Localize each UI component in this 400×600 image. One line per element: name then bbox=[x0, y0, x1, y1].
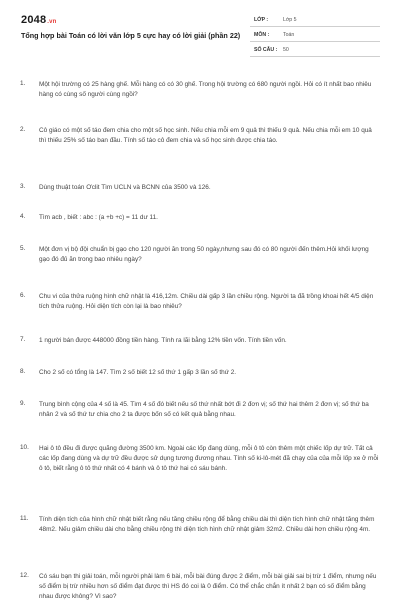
question-number: 12. bbox=[20, 572, 29, 579]
question-number: 11. bbox=[20, 515, 29, 522]
question-number: 8. bbox=[20, 368, 26, 375]
question-text: Hai ô tô đều đi được quãng đường 3500 km. Ngoài các lốp đang dùng, mỗi ô tô còn thêm một chiếc lốp dự trữ. Tất cả các lốp đang dùng và dự trữ đều được sử dụng tương đương nhau. Tính số ki-lô-mét đã chạy của của mỗi lốp xe ở mỗi ô tô, biết rằng ô tô thứ nhất có 4 bánh và ô tô thứ hai có sáu bánh. bbox=[39, 445, 379, 472]
logo-suffix: .vn bbox=[47, 19, 57, 25]
question-number: 5. bbox=[20, 245, 26, 252]
question-text: Một đơn vị bộ đội chuẩn bị gạo cho 120 người ăn trong 50 ngày,nhưng sau đó có 80 người đến thêm.Hỏi khối lượng gạo đó đủ ăn trong bao nhiêu ngày? bbox=[39, 246, 369, 263]
question-text: Một hội trường có 25 hàng ghế. Mỗi hàng có có 30 ghế. Trong hội trường có 680 người ngồi. Hỏi có ít nhất bao nhiêu hàng có cùng số người cùng ngồi? bbox=[39, 81, 372, 98]
question-number: 3. bbox=[20, 183, 26, 190]
meta-value: Lớp 5 bbox=[283, 17, 297, 23]
question-number: 1. bbox=[20, 80, 26, 87]
page-header bbox=[0, 0, 400, 62]
logo-number: 2048 bbox=[21, 14, 47, 26]
question-text: Có sáu bạn thi giải toán, mỗi người phải làm 6 bài, mỗi bài đúng được 2 điểm, mỗi bài giải sai bị trừ 1 điểm, nhưng nếu số điểm bị trừ nhiều hơn số điểm đạt được thì HS đó coi là 0 điểm. Có thể chắc chắn ít nhất 2 bạn có số điểm bằng nhau được không? Vì sao? bbox=[39, 573, 377, 600]
question-number: 2. bbox=[20, 126, 26, 133]
question-text: Tính diện tích của hình chữ nhật biết rằng nếu tăng chiều rộng để bằng chiều dài thì diện tích hình chữ nhật tăng thêm 48m2. Nếu giảm chiều dài cho bằng chiều rộng thì diện tích hình chữ nhật giảm 32m2. Chiều dài hơn chiều rộng 4m. bbox=[39, 516, 375, 533]
meta-row-grade bbox=[250, 15, 380, 27]
question-number: 7. bbox=[20, 336, 26, 343]
question-text: Cho 2 số có tổng là 147. Tìm 2 số biết 12 số thứ 1 gấp 3 lần số thứ 2. bbox=[39, 369, 237, 376]
question-text: Cô giáo có một số táo đem chia cho một số học sinh. Nếu chia mỗi em 9 quả thì thiếu 9 quả. Nếu chia mỗi em 10 quả thì thiếu 25% số táo ban đầu. Tính số táo cô đem chia và số học sinh được chia táo. bbox=[39, 127, 372, 144]
meta-label: SỐ CÂU : bbox=[254, 47, 278, 53]
question-text: 1 người bán được 448000 đồng tiền hàng. Tính ra lãi bằng 12% tiền vốn. Tính tiền vốn. bbox=[39, 337, 287, 344]
site-logo[interactable] bbox=[21, 14, 57, 26]
meta-value: 50 bbox=[283, 47, 289, 53]
question-number: 4. bbox=[20, 213, 26, 220]
document-title: Tổng hợp bài Toán có lời văn lớp 5 cực hay có lời giải (phần 22) bbox=[21, 31, 241, 40]
question-text: Chu vi của thửa ruộng hình chữ nhật là 416,12m. Chiều dài gấp 3 lần chiều rộng. Người ta đã trồng khoai hết 4/5 diện tích thửa ruộng. Hỏi diện tích còn lại là bao nhiêu? bbox=[39, 293, 374, 310]
meta-label: MÔN : bbox=[254, 32, 270, 38]
question-number: 6. bbox=[20, 292, 26, 299]
meta-value: Toán bbox=[283, 32, 295, 38]
meta-label: LỚP : bbox=[254, 17, 269, 23]
question-text: Trung bình cộng của 4 số là 45. Tìm 4 số đó biết nếu số thứ nhất bớt đi 2 đơn vị; số thứ hai thêm 2 đơn vị; số thứ ba nhân 2 và số thứ tư chia cho 2 ta được bốn số có kết quả bằng nhau. bbox=[39, 401, 369, 418]
meta-row-count bbox=[250, 45, 380, 57]
meta-info-box bbox=[250, 15, 380, 57]
meta-row-subject bbox=[250, 30, 380, 42]
question-text: Dùng thuật toán Ơclit Tìm UCLN và BCNN của 3500 và 126. bbox=[39, 184, 211, 191]
question-text: Tìm acb , biết : abc : (a +b +c) = 11 dư 11. bbox=[39, 214, 158, 221]
question-number: 9. bbox=[20, 400, 26, 407]
question-number: 10. bbox=[20, 444, 29, 451]
